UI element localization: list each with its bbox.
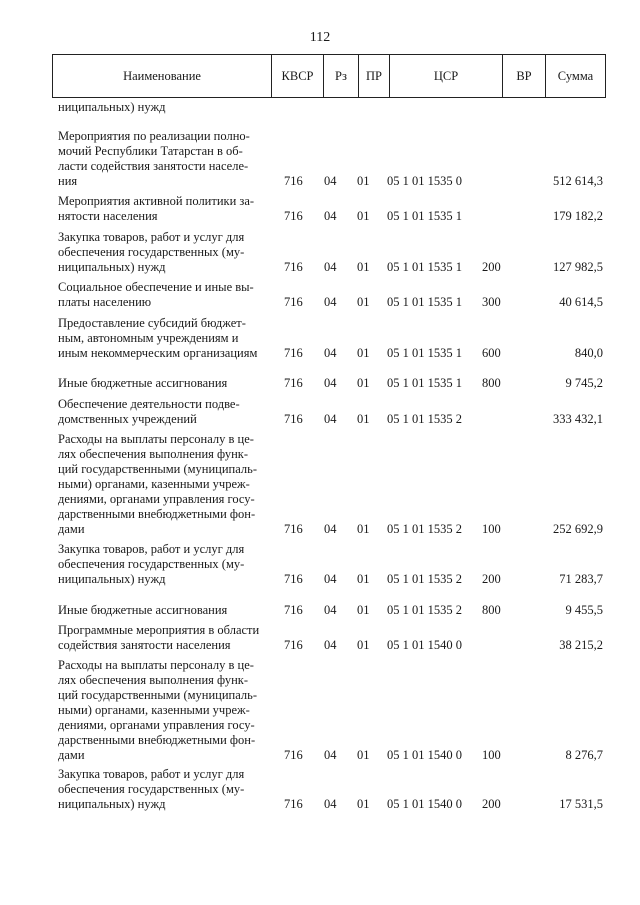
cell-pr: 01 [357,260,370,274]
cell-sum: 127 982,5 [553,260,603,274]
table-row [58,542,603,587]
table-row [58,280,603,310]
cell-csr: 05 1 01 1535 1 [387,376,462,390]
table-header [52,54,606,98]
cell-pr: 01 [357,603,370,617]
cell-pr: 01 [357,748,370,762]
cell-pr: 01 [357,295,370,309]
cell-csr: 05 1 01 1540 0 [387,797,462,811]
cell-vr: 200 [482,572,501,586]
cell-pr: 01 [357,346,370,360]
cell-csr: 05 1 01 1535 1 [387,209,462,223]
cell-csr: 05 1 01 1535 2 [387,522,462,536]
table-row [58,230,603,275]
cell-kvsr: 716 [284,638,303,652]
cell-kvsr: 716 [284,174,303,188]
cell-csr: 05 1 01 1540 0 [387,638,462,652]
cell-name: Программные мероприятия в области содействия занятости населения [58,623,260,652]
cell-sum: 17 531,5 [559,797,603,811]
cell-sum: 179 182,2 [553,209,603,223]
cell-rz: 04 [324,603,337,617]
table-row [58,767,603,812]
cell-name: Предоставление субсидий бюджет- ным, автономным учреждениям и иным некоммерческим организациям [58,316,258,360]
table-row [58,432,603,537]
cell-name: Закупка товаров, работ и услуг для обеспечения государственных (му- ниципальных) нужд [58,767,245,811]
cell-kvsr: 716 [284,376,303,390]
header-csr: ЦСР [390,55,503,97]
cell-sum: 840,0 [574,346,603,360]
cell-vr: 200 [482,260,501,274]
cell-sum: 512 614,3 [553,174,603,188]
cell-rz: 04 [324,412,337,426]
header-vr: ВР [503,55,546,97]
cell-kvsr: 716 [284,522,303,536]
cell-sum: 8 276,7 [565,748,603,762]
cell-csr: 05 1 01 1535 2 [387,572,462,586]
cell-sum: 71 283,7 [559,572,603,586]
cell-rz: 04 [324,346,337,360]
cell-name: Мероприятия по реализации полно- мочий Республики Татарстан в об- ласти содействия занятости населе- ния [58,129,250,188]
cell-name: Социальное обеспечение и иные вы- платы населению [58,280,254,309]
table-row [58,194,603,224]
table-row [58,623,603,653]
cell-rz: 04 [324,797,337,811]
header-rz: Рз [324,55,359,97]
cell-name: Расходы на выплаты персоналу в це- лях обеспечения выполнения функ- ций государственными (муниципаль- ными) органами, казенными учреж- дениями, органами управления госу- дарственными внебюджетными фон- дами [58,432,257,536]
table-row [58,397,603,427]
header-sum: Сумма [557,68,594,83]
cell-vr: 200 [482,797,501,811]
cell-csr: 05 1 01 1535 2 [387,412,462,426]
cell-csr: 05 1 01 1535 1 [387,260,462,274]
table-row [58,316,603,361]
table-row [58,376,603,391]
cell-kvsr: 716 [284,603,303,617]
cell-rz: 04 [324,174,337,188]
cell-csr: 05 1 01 1540 0 [387,748,462,762]
cell-vr: 800 [482,603,501,617]
cell-vr: 600 [482,346,501,360]
page-number: 112 [309,30,331,45]
cell-kvsr: 716 [284,412,303,426]
cell-sum: 38 215,2 [559,638,603,652]
cell-pr: 01 [357,174,370,188]
cell-vr: 100 [482,522,501,536]
cell-sum: 9 745,2 [565,376,603,390]
cell-pr: 01 [357,376,370,390]
cell-name: Иные бюджетные ассигнования [58,603,228,617]
cell-pr: 01 [357,638,370,652]
header-kvsr: КВСР [272,55,324,97]
cell-csr: 05 1 01 1535 2 [387,603,462,617]
cell-kvsr: 716 [284,209,303,223]
cell-name: Иные бюджетные ассигнования [58,376,228,390]
cell-csr: 05 1 01 1535 1 [387,346,462,360]
cell-rz: 04 [324,295,337,309]
cell-rz: 04 [324,522,337,536]
cell-csr: 05 1 01 1535 0 [387,174,462,188]
table-row [58,603,603,618]
cell-sum: 252 692,9 [553,522,603,536]
cell-sum: 9 455,5 [565,603,603,617]
continued-row-fragment: ниципальных) нужд [58,100,166,114]
cell-vr: 300 [482,295,501,309]
cell-csr: 05 1 01 1535 1 [387,295,462,309]
cell-name: Обеспечение деятельности подве- домственных учреждений [58,397,240,426]
table-row [58,129,603,189]
cell-name: Закупка товаров, работ и услуг для обеспечения государственных (му- ниципальных) нужд [58,230,245,274]
cell-pr: 01 [357,209,370,223]
cell-vr: 100 [482,748,501,762]
cell-kvsr: 716 [284,295,303,309]
cell-rz: 04 [324,209,337,223]
cell-kvsr: 716 [284,797,303,811]
header-name: Наименование [53,55,272,97]
cell-rz: 04 [324,748,337,762]
cell-pr: 01 [357,572,370,586]
cell-pr: 01 [357,797,370,811]
cell-kvsr: 716 [284,572,303,586]
cell-rz: 04 [324,376,337,390]
cell-pr: 01 [357,522,370,536]
cell-kvsr: 716 [284,260,303,274]
cell-kvsr: 716 [284,346,303,360]
header-pr: ПР [359,55,390,97]
cell-sum: 333 432,1 [553,412,603,426]
cell-pr: 01 [357,412,370,426]
cell-sum: 40 614,5 [559,295,603,309]
cell-rz: 04 [324,572,337,586]
cell-rz: 04 [324,260,337,274]
cell-vr: 800 [482,376,501,390]
cell-rz: 04 [324,638,337,652]
cell-name: Расходы на выплаты персоналу в це- лях обеспечения выполнения функ- ций государственными (муниципаль- ными) органами, казенными учреж- дениями, органами управления госу- дарственными внебюджетными фон- дами [58,658,257,762]
cell-name: Мероприятия активной политики за- нятости населения [58,194,255,223]
cell-name: Закупка товаров, работ и услуг для обеспечения государственных (му- ниципальных) нужд [58,542,245,586]
cell-kvsr: 716 [284,748,303,762]
table-row [58,658,603,763]
